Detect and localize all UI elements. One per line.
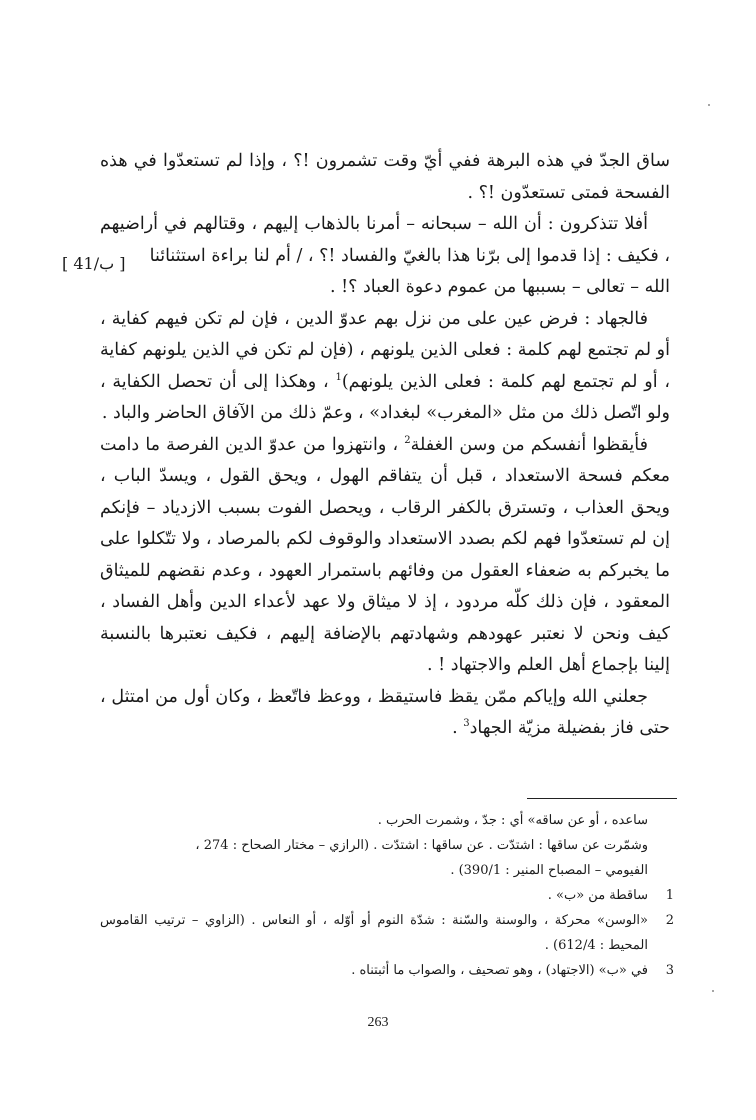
paragraph-5-text-a: جعلني الله وإياكم ممّن يقظ فاستيقظ ، ووعظ فاتّعظ ، وكان أول من امتثل ، حتى فاز بفضيلة مزيّة الجهاد bbox=[100, 686, 670, 738]
footnote-item bbox=[100, 908, 674, 958]
footnote-ref-2: 2 bbox=[404, 434, 411, 446]
paragraph-4 bbox=[100, 430, 670, 682]
paragraph-5 bbox=[100, 682, 670, 745]
paragraph-5-text-b: . bbox=[452, 718, 458, 738]
footnote-ref-3: 3 bbox=[463, 718, 470, 730]
footnote-item bbox=[100, 958, 674, 983]
footnote-ref-1: 1 bbox=[335, 371, 342, 383]
manuscript-folio-marker: [ 41/ب ] bbox=[62, 254, 126, 273]
footnote-number: 3 bbox=[665, 963, 674, 978]
paragraph-2-text-b: الله – تعالى – بسببها من عموم دعوة العباد ؟! . bbox=[329, 277, 670, 297]
main-text bbox=[100, 146, 670, 745]
paragraph-3-text-a: فالجهاد : فرض عين على من نزل بهم عدوّ الدين ، فإن لم تكن فيهم كفاية ، أو لم تجتمع لهم كلمة : فعلى الذين يلونهم ، (فإن لم تكن في الذين يلونهم كفاية ، أو لم تجتمع لهم كلمة : فعلى الذين يلونهم) bbox=[100, 308, 671, 392]
paragraph-4-text-b: ، وانتهزوا من عدوّ الدين الفرصة ما دامت معكم فسحة الاستعداد ، قبل أن يتفاقم الهول ، ويحق القول ، ويسدّ الباب ، ويحق العذاب ، وتسترق بالكفر الرقاب ، ويحصل الفوت بسبب الازدياد – فإنكم إن لم تستعدّوا فهم لكم بصدد الاستعداد والوقوف لكم بالمرصاد ، ولا تتّكلوا على ما يخبركم به ضعفاء العقول من وفائهم باستمرار العهود ، وعدم نقضهم للميثاق المعقود ، فإن ذلك كلّه مردود ، إذ لا ميثاق ولا عهد لأعداء الدين وأهل الفساد ، كيف ونحن لا نعتبر عهودهم وشهادتهم بالإضافة إليهم ، فكيف نعتبرها بالنسبة إلينا بإجماع أهل العلم والاجتهاد ! . bbox=[100, 434, 670, 675]
footnote-separator bbox=[527, 798, 677, 799]
footnote-text: في «ب» (الاجتهاد) ، وهو تصحيف ، والصواب ما أثبتناه . bbox=[351, 963, 648, 978]
footnote-continuation-line: وشمّرت عن ساقها : اشتدّت . عن ساقها : اشتدّت . (الرازي – مختار الصحاح : 274 ، bbox=[195, 838, 648, 853]
paragraph-3 bbox=[100, 304, 670, 430]
footnote-text: ساقطة من «ب» . bbox=[547, 888, 648, 903]
footnote-number: 1 bbox=[665, 888, 674, 903]
footnotes bbox=[100, 808, 674, 983]
footnote-continuation-line: الفيومي – المصباح المنير : 390/1) . bbox=[450, 863, 648, 878]
paragraph-2 bbox=[100, 209, 670, 304]
footnote-item bbox=[100, 883, 674, 908]
paragraph-1-text: ساق الجدّ في هذه البرهة ففي أيّ وقت تشمرون !؟ ، وإذا لم تستعدّوا في هذه الفسحة فمتى تستعدّون !؟ . bbox=[100, 151, 670, 203]
footnote-text: «الوسن» محركة ، والوسنة والسّنة : شدّة النوم أو أوّله ، أو النعاس . (الزاوي – ترتيب القاموس المحيط : 612/4) . bbox=[100, 913, 648, 953]
paragraph-4-text-a: فأيقظوا أنفسكم من وسن الغفلة bbox=[410, 434, 648, 455]
footnote-number: 2 bbox=[665, 913, 674, 928]
paragraph-1 bbox=[100, 146, 670, 209]
paragraph-3-text-b: ، وهكذا إلى أن تحصل الكفاية ، ولو اتّصل ذلك من مثل «المغرب» لبغداد» ، وعمّ ذلك من الآفاق الحاضر والباد . bbox=[100, 371, 670, 423]
scan-speck bbox=[708, 104, 710, 106]
paragraph-2-text-a: أفلا تتذكرون : أن الله – سبحانه – أمرنا بالذهاب إليهم ، وقتالهم في أراضيهم ، فكيف : إذا قدموا إلى برّنا هذا بالغيّ والفساد !؟ ، / أم لنا براءة استثنائنا bbox=[100, 214, 670, 266]
footnote-continuation-line: ساعده ، أو عن ساقه» أي : جدّ ، وشمرت الحرب . bbox=[377, 813, 648, 828]
scan-speck bbox=[712, 990, 714, 992]
page-number: 263 bbox=[367, 1015, 389, 1030]
